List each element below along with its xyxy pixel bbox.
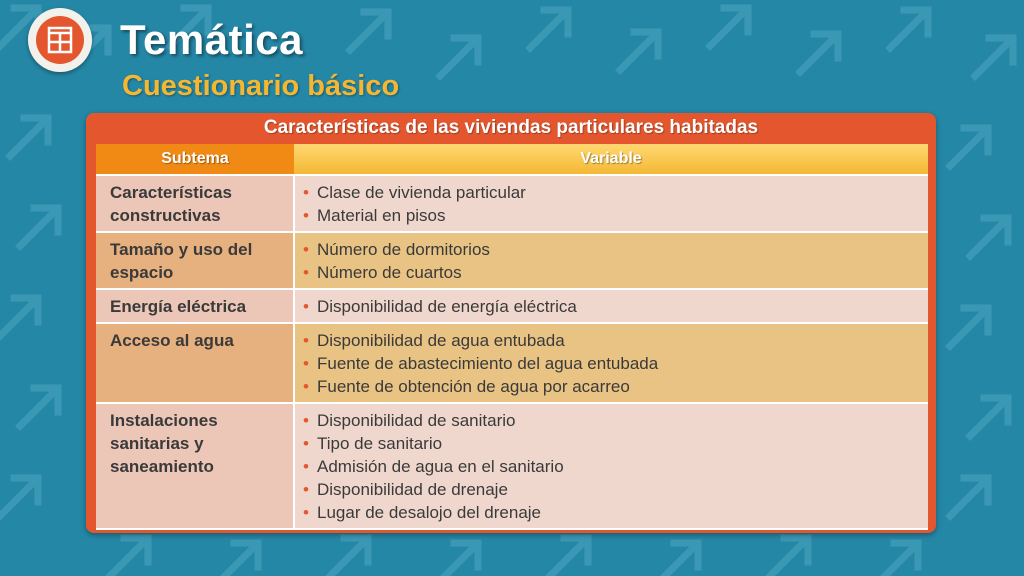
- variable-cell: [294, 289, 928, 323]
- page-title: Temática: [120, 16, 303, 63]
- variable-item: • Número de dormitorios: [317, 238, 920, 261]
- column-header-subtema: Subtema: [96, 144, 294, 175]
- variable-cell: [294, 232, 928, 289]
- table-row: [96, 289, 928, 323]
- panel-title: Características de las viviendas particulares habitadas: [263, 117, 759, 138]
- variable-item: • Clase de vivienda particular: [317, 181, 920, 204]
- variable-item: • Lugar de desalojo del drenaje: [317, 501, 920, 524]
- subtema-cell: Energía eléctrica: [96, 289, 294, 323]
- variable-cell: [294, 175, 928, 232]
- variable-item: • Disponibilidad de sanitario: [317, 409, 920, 432]
- variable-item: • Admisión de agua en el sanitario: [317, 455, 920, 478]
- topic-panel: [86, 113, 936, 533]
- variable-cell: [294, 323, 928, 403]
- window-grid-icon: [36, 16, 84, 64]
- variable-item: • Fuente de obtención de agua por acarreo: [317, 375, 920, 398]
- subtema-cell: Acceso al agua: [96, 323, 294, 403]
- subtema-cell: Instalaciones sanitarias y saneamiento: [96, 403, 294, 529]
- topic-table-container: [96, 144, 928, 526]
- topic-table: [96, 144, 928, 530]
- variable-item: • Disponibilidad de energía eléctrica: [317, 295, 920, 318]
- table-header-row: [96, 144, 928, 175]
- variable-item: • Disponibilidad de agua entubada: [317, 329, 920, 352]
- subtema-cell: Características constructivas: [96, 175, 294, 232]
- table-row: [96, 232, 928, 289]
- variable-item: • Fuente de abastecimiento del agua entubada: [317, 352, 920, 375]
- app-logo: [28, 8, 92, 72]
- variable-item: • Disponibilidad de drenaje: [317, 478, 920, 501]
- variable-item: • Material en pisos: [317, 204, 920, 227]
- table-row: [96, 403, 928, 529]
- variable-cell: [294, 403, 928, 529]
- page-subtitle: Cuestionario básico: [122, 70, 400, 102]
- variable-item: • Número de cuartos: [317, 261, 920, 284]
- variable-item: • Tipo de sanitario: [317, 432, 920, 455]
- table-row: [96, 323, 928, 403]
- subtema-cell: Tamaño y uso del espacio: [96, 232, 294, 289]
- table-row: [96, 175, 928, 232]
- column-header-variable: Variable: [294, 144, 928, 175]
